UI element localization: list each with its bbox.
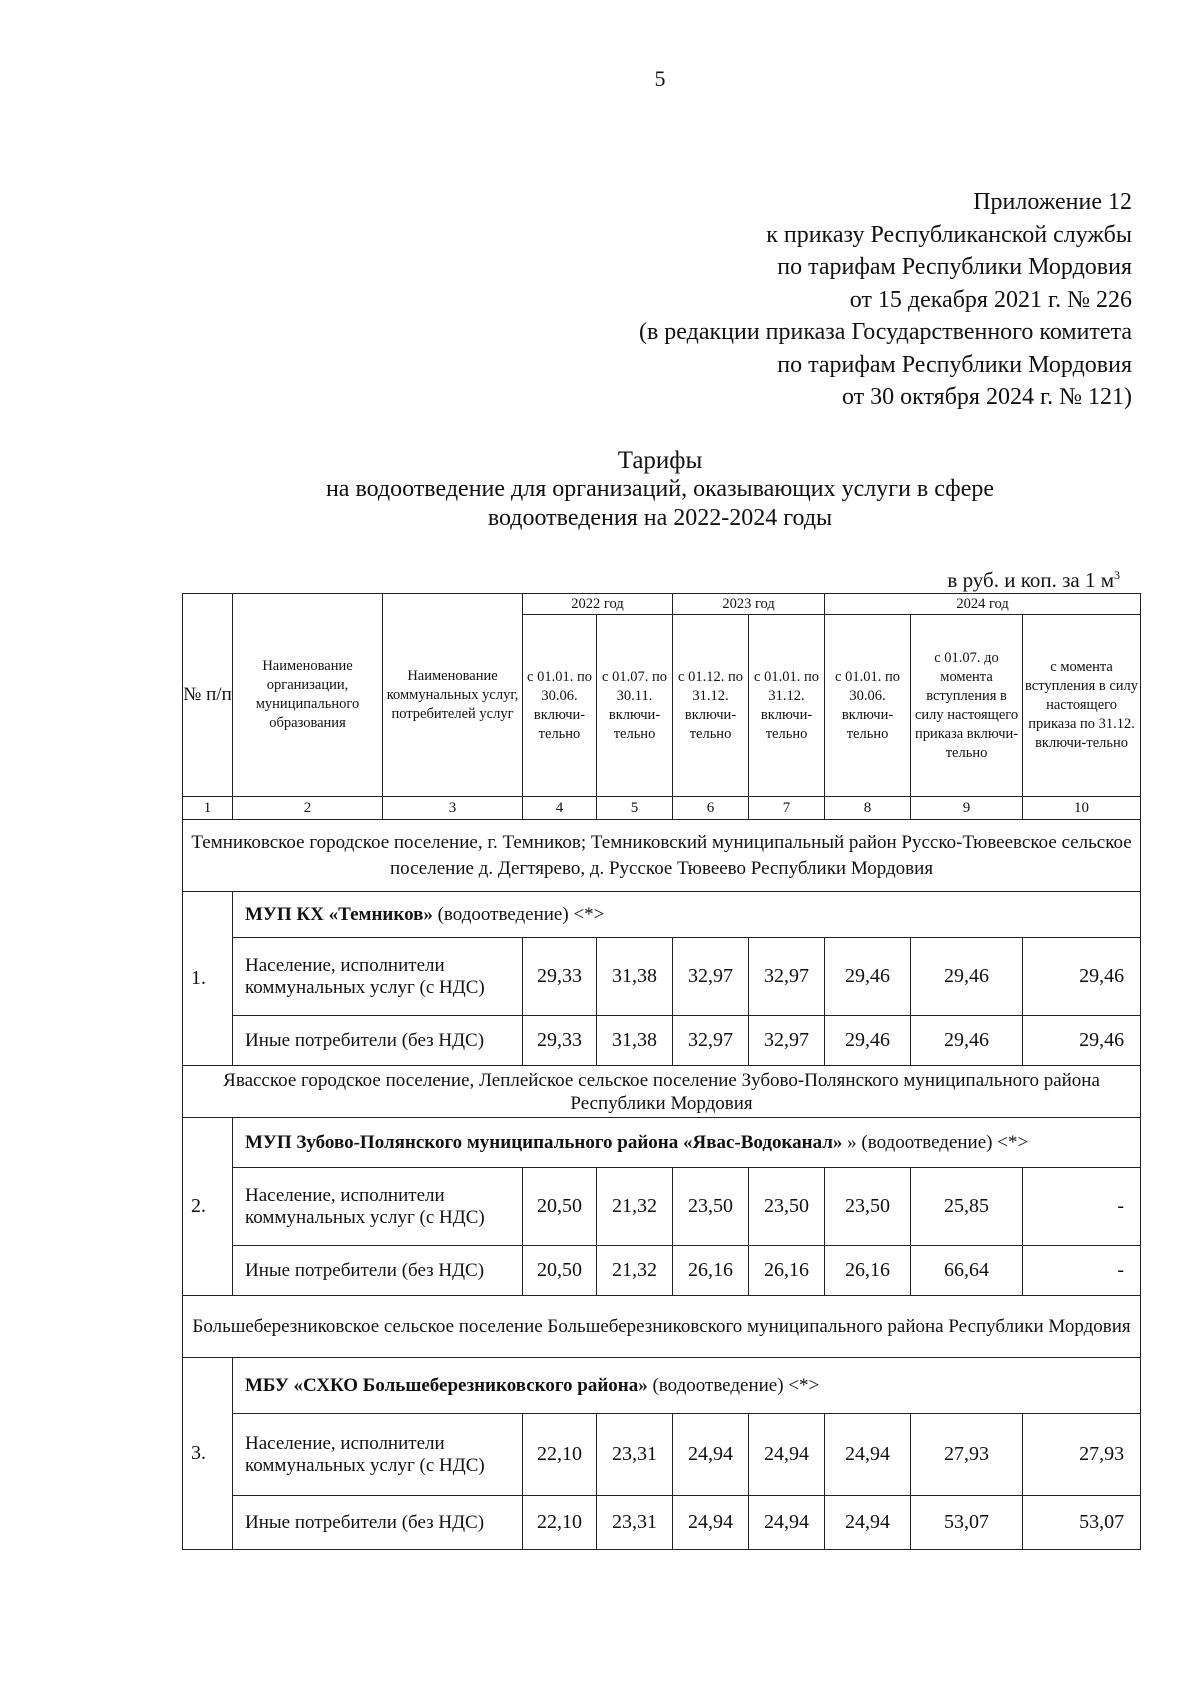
header-index: 10 [1023, 797, 1141, 820]
tariffs-table [182, 593, 1141, 1550]
tariff-value: 53,07 [1023, 1496, 1141, 1550]
table-row [183, 938, 1141, 1016]
tariff-value: 23,31 [597, 1414, 673, 1496]
org-name-rest: (водоотведение) <*> [647, 1374, 820, 1396]
tariff-value: 29,33 [523, 938, 597, 1016]
region-row [183, 1296, 1141, 1358]
org-name-rest: (водоотведение) <*> [432, 903, 605, 925]
region-name: Темниковское городское поселение, г. Темников; Темниковский муниципальный район Русско-Тювеевское сельское поселение д. Дегтярево, д. Русское Тювеево Республики Мордовия [183, 820, 1141, 892]
org-name-bold: МБУ «СХКО Большеберезниковского района» [245, 1374, 648, 1396]
table-row [183, 1414, 1141, 1496]
tariff-value: 29,46 [825, 1016, 911, 1066]
tariff-value: 32,97 [749, 938, 825, 1016]
header-year-2024: 2024 год [825, 594, 1141, 615]
org-row [183, 1118, 1141, 1168]
appendix-line: по тарифам Республики Мордовия [777, 254, 1132, 280]
tariff-value: 25,85 [911, 1168, 1023, 1246]
header-index: 1 [183, 797, 233, 820]
tariff-value: 21,32 [597, 1246, 673, 1296]
document-title [190, 446, 1130, 533]
tariff-value: 29,33 [523, 1016, 597, 1066]
region-row [183, 820, 1141, 892]
tariff-value: 32,97 [749, 1016, 825, 1066]
page-number: 5 [654, 66, 666, 91]
table-row [183, 1168, 1141, 1246]
tariff-value: 32,97 [673, 1016, 749, 1066]
header-period: с 01.01. по 30.06. включи-тельно [523, 615, 597, 797]
units-note [947, 568, 1120, 593]
header-period: с 01.01. по 31.12. включи-тельно [749, 615, 825, 797]
header-consumers: Наименование коммунальных услуг, потребителей услуг [383, 594, 523, 797]
tariff-value: 23,50 [749, 1168, 825, 1246]
row-number: 1. [183, 892, 233, 1066]
appendix-line: по тарифам Республики Мордовия [777, 351, 1132, 378]
table-row [183, 1016, 1141, 1066]
tariff-value: 27,93 [911, 1414, 1023, 1496]
tariff-value: 24,94 [673, 1496, 749, 1550]
appendix-line: от 15 декабря 2021 г. № 226 [849, 286, 1132, 313]
header-index: 8 [825, 797, 911, 820]
appendix-line: Приложение 12 [973, 189, 1132, 215]
tariff-value: 24,94 [825, 1496, 911, 1550]
tariff-value: 23,31 [597, 1496, 673, 1550]
table-row [183, 1246, 1141, 1296]
header-index: 5 [597, 797, 673, 820]
org-name-bold: МУП КХ «Темников» [245, 903, 433, 925]
header-year-2023: 2023 год [673, 594, 825, 615]
title-line: Тарифы [617, 447, 703, 474]
tariff-value: 32,97 [673, 938, 749, 1016]
tariff-value: 24,94 [673, 1414, 749, 1496]
header-row-years [183, 594, 1141, 615]
tariff-value: 20,50 [523, 1246, 597, 1296]
tariff-value: 29,46 [911, 938, 1023, 1016]
tariff-value: 22,10 [523, 1496, 597, 1550]
appendix-line: от 30 октября 2024 г. № 121) [841, 384, 1132, 410]
tariff-value: 23,50 [825, 1168, 911, 1246]
consumer-name: Население, исполнители коммунальных услуг (с НДС) [233, 938, 523, 1016]
org-name [233, 1358, 1141, 1414]
row-number: 2. [183, 1118, 233, 1296]
title-line: на водоотведение для организаций, оказывающих услуги в сфере [325, 476, 995, 502]
header-period: с момента вступления в силу настоящего приказа по 31.12. включи-тельно [1023, 615, 1141, 797]
org-name [233, 892, 1141, 938]
table-row [183, 1496, 1141, 1550]
region-name: Большеберезниковское сельское поселение Большеберезниковского муниципального района Республики Мордовия [183, 1296, 1141, 1358]
tariff-value: 22,10 [523, 1414, 597, 1496]
consumer-name: Иные потребители (без НДС) [233, 1496, 523, 1550]
tariff-value: 29,46 [825, 938, 911, 1016]
header-index: 7 [749, 797, 825, 820]
header-index: 6 [673, 797, 749, 820]
header-index: 3 [383, 797, 523, 820]
tariff-value: 27,93 [1023, 1414, 1141, 1496]
tariff-value: - [1023, 1168, 1141, 1246]
tariff-value: 20,50 [523, 1168, 597, 1246]
header-index: 2 [233, 797, 383, 820]
region-row [183, 1066, 1141, 1118]
title-line: водоотведения на 2022-2024 годы [487, 505, 833, 531]
tariff-value: 23,50 [673, 1168, 749, 1246]
consumer-name: Иные потребители (без НДС) [233, 1016, 523, 1066]
appendix-line: (в редакции приказа Государственного комитета [638, 319, 1132, 345]
tariff-value: 53,07 [911, 1496, 1023, 1550]
org-name [233, 1118, 1141, 1168]
header-no: № п/п [183, 594, 233, 797]
header-period: с 01.07. до момента вступления в силу настоящего приказа включи-тельно [911, 615, 1023, 797]
header-period: с 01.07. по 30.11. включи-тельно [597, 615, 673, 797]
header-org: Наименование организации, муниципального образования [233, 594, 383, 797]
tariff-value: 26,16 [749, 1246, 825, 1296]
consumer-name: Население, исполнители коммунальных услуг (с НДС) [233, 1414, 523, 1496]
consumer-name: Иные потребители (без НДС) [233, 1246, 523, 1296]
appendix-reference [639, 186, 1132, 414]
header-period: с 01.12. по 31.12. включи-тельно [673, 615, 749, 797]
header-index: 4 [523, 797, 597, 820]
header-index: 9 [911, 797, 1023, 820]
tariff-value: 29,46 [911, 1016, 1023, 1066]
consumer-name: Население, исполнители коммунальных услуг (с НДС) [233, 1168, 523, 1246]
tariff-value: 66,64 [911, 1246, 1023, 1296]
tariff-value: 24,94 [749, 1496, 825, 1550]
header-year-2022: 2022 год [523, 594, 673, 615]
header-row-indices [183, 797, 1141, 820]
tariff-value: 24,94 [749, 1414, 825, 1496]
tariff-value: - [1023, 1246, 1141, 1296]
tariff-value: 29,46 [1023, 938, 1141, 1016]
org-row [183, 892, 1141, 938]
units-sup: 3 [1114, 568, 1120, 582]
org-name-rest: » (водоотведение) <*> [842, 1131, 1029, 1153]
tariff-value: 26,16 [673, 1246, 749, 1296]
tariff-value: 29,46 [1023, 1016, 1141, 1066]
org-name-bold: МУП Зубово-Полянского муниципального района «Явас-Водоканал» [245, 1131, 843, 1153]
region-name: Явасское городское поселение, Леплейское сельское поселение Зубово-Полянского муниципального района Республики Мордовия [183, 1066, 1141, 1118]
tariff-value: 26,16 [825, 1246, 911, 1296]
tariff-value: 31,38 [597, 938, 673, 1016]
org-row [183, 1358, 1141, 1414]
tariff-value: 31,38 [597, 1016, 673, 1066]
header-period: с 01.01. по 30.06. включи-тельно [825, 615, 911, 797]
units-text: в руб. и коп. за 1 м [947, 568, 1114, 592]
appendix-line: к приказу Республиканской службы [766, 221, 1132, 248]
tariff-value: 24,94 [825, 1414, 911, 1496]
row-number: 3. [183, 1358, 233, 1550]
tariff-value: 21,32 [597, 1168, 673, 1246]
